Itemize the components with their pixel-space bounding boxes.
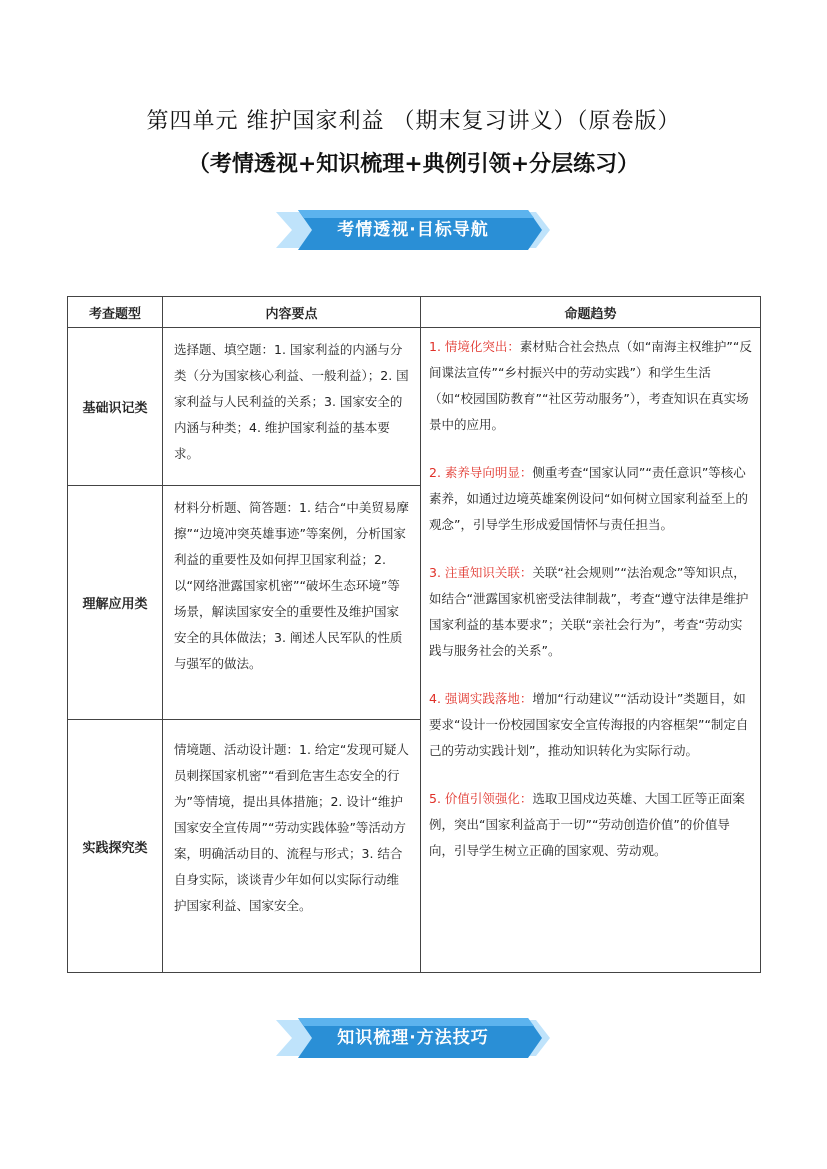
content-text: 选择题、填空题：1. 国家利益的内涵与分类（分为国家核心利益、一般利益）；2. 国家利益与人民利益的关系；3. 国家安全的内涵与种类；4. 维护国家利益的基本要求。 — [174, 342, 409, 461]
trend-text: 选取卫国戍边英雄、大国工匠等正面案例，突出“国家利益高于一切”“劳动创造价值”的价值导向，引导学生树立正确的国家观、劳动观。 — [429, 791, 745, 858]
trend-item — [421, 554, 760, 670]
exam-analysis-table — [67, 296, 761, 973]
column-header-trend: 命题趋势 — [421, 297, 761, 328]
content-text: 情境题、活动设计题：1. 给定“发现可疑人员刺探国家机密”“看到危害生态安全的行为”等情境，提出具体措施；2. 设计“维护国家安全宣传周”“劳动实践体验”等活动方案，明确活动目的、流程与形式；3. 结合自身实际，谈谈青少年如何以实际行动维护国家利益、国家安全。 — [174, 742, 409, 913]
trend-cell — [421, 328, 761, 973]
column-header-content: 内容要点 — [163, 297, 421, 328]
section-banner-knowledge — [276, 1016, 550, 1060]
trend-text: 增加“行动建议”“活动设计”类题目，如要求“设计一份校园国家安全宣传海报的内容框架”“制定自己的劳动实践计划”，推动知识转化为实际行动。 — [429, 691, 749, 758]
trend-item — [421, 454, 760, 544]
trend-text: 关联“社会规则”“法治观念”等知识点，如结合“泄露国家机密受法律制裁”，考查“遵守法律是维护国家利益的基本要求”；关联“亲社会行为”，考查“劳动实践与服务社会的关系”。 — [429, 565, 749, 658]
table-row — [68, 328, 761, 486]
content-cell — [163, 328, 421, 486]
content-text: 材料分析题、简答题：1. 结合“中美贸易摩擦”“边境冲突英雄事迹”等案例，分析国家利益的重要性及如何捍卫国家利益；2. 以“网络泄露国家机密”“破坏生态环境”等场景，解读国家安全的重要性及维护国家安全的具体做法；3. 阐述人民军队的性质与强军的做法。 — [174, 500, 409, 671]
banner-title: 考情透视·目标导航 — [337, 220, 489, 240]
question-type-cell: 理解应用类 — [68, 486, 163, 720]
banner-title: 知识梳理·方法技巧 — [337, 1028, 489, 1048]
trend-label: 5. 价值引领强化： — [429, 791, 533, 806]
question-type-cell: 实践探究类 — [68, 720, 163, 973]
question-type-cell: 基础识记类 — [68, 328, 163, 486]
content-cell — [163, 486, 421, 720]
trend-label: 1. 情境化突出： — [429, 339, 520, 354]
trend-text: 侧重考查“国家认同”“责任意识”等核心素养，如通过边境英雄案例设问“如何树立国家利益至上的观念”，引导学生形成爱国情怀与责任担当。 — [429, 465, 748, 532]
column-header-type: 考查题型 — [68, 297, 163, 328]
trend-label: 3. 注重知识关联： — [429, 565, 533, 580]
trend-item — [421, 328, 760, 444]
document-subtitle: （考情透视+知识梳理+典例引领+分层练习） — [187, 151, 640, 177]
table-header-row — [68, 297, 761, 328]
section-banner-exam-overview — [276, 208, 550, 252]
trend-label: 2. 素养导向明显： — [429, 465, 533, 480]
trend-text: 素材贴合社会热点（如“南海主权维护”“反间谍法宣传”“乡村振兴中的劳动实践”）和学生生活（如“校园国防教育”“社区劳动服务”），考查知识在真实场景中的应用。 — [429, 339, 752, 432]
trend-item — [421, 680, 760, 770]
trend-label: 4. 强调实践落地： — [429, 691, 533, 706]
content-cell — [163, 720, 421, 973]
document-title: 第四单元 维护国家利益 （期末复习讲义）（原卷版） — [146, 109, 681, 134]
trend-item — [421, 780, 760, 870]
